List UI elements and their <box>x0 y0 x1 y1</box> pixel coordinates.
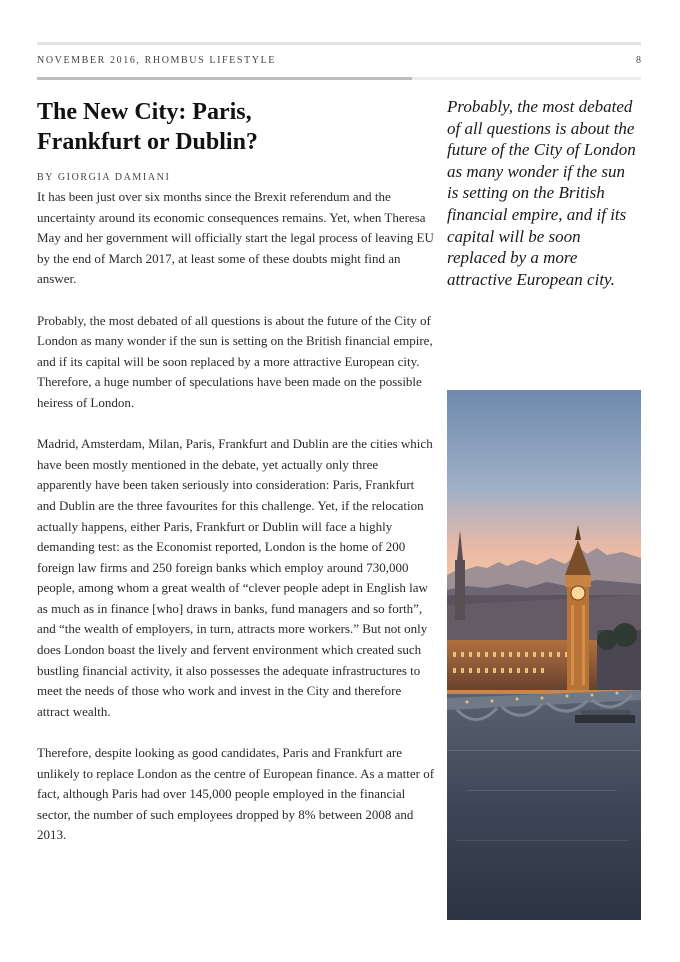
article-title: The New City: Paris, Frankfurt or Dublin? <box>37 99 258 155</box>
page-number: 8 <box>636 55 641 66</box>
header-rule-accent <box>37 77 412 80</box>
header-rule-top <box>37 42 641 45</box>
header-rule-bottom <box>37 77 641 80</box>
london-westminster-photo <box>447 390 641 920</box>
article-byline: BY GIORGIA DAMIANI <box>37 172 171 183</box>
article-body <box>37 187 435 867</box>
publication-line: NOVEMBER 2016, RHOMBUS LIFESTYLE <box>37 55 276 66</box>
body-paragraph: Therefore, despite looking as good candidates, Paris and Frankfurt are unlikely to replace London as the centre of European finance. As a matter of fact, although Paris had over 145,000 people employed in the financial sector, the number of such employees dropped by 8% between 2008 and 2013. <box>37 745 435 843</box>
body-paragraph: Madrid, Amsterdam, Milan, Paris, Frankfurt and Dublin are the cities which have been mostly mentioned in the debate, yet actually only three apparently have been taken seriously into consideration: Paris, Frankfurt and Dublin are the three favourites for this challenge. Yet, if the relocation actually happens, either Paris, Frankfurt or Dublin will face a highly demanding test: as the Economist reported, London is the home of 200 foreign law firms and 250 foreign banks which employ around 730,000 people, among whom a great wealth of “clever people adept in English law as much as in finance [who] draws in banks, fund managers and so forth”, and “the wealth of employers, in turn, attracts more workers.” But not only does London boast the lively and fervent environment which created such bustling financial activity, it also possesses the adequate infrastructures to meet the needs of those who work and invest in the City and therefore attract wealth. <box>37 436 433 719</box>
running-head <box>37 55 641 66</box>
pull-quote: Probably, the most debated of all questions is about the future of the City of London as many wonder if the sun is setting on the British financial empire, and if its capital will be soon replaced by a more attractive European city. <box>447 97 636 289</box>
body-paragraph: It has been just over six months since the Brexit referendum and the uncertainty around its economic consequences remains. Yet, when Theresa May and her government will officially start the legal process of leaving EU by the end of March 2017, at least some of these doubts might find an answer. <box>37 189 434 287</box>
body-paragraph: Probably, the most debated of all questions is about the future of the City of London as many wonder if the sun is setting on the British financial empire, and if its capital will be soon replaced by a more attractive European city. Therefore, a huge number of speculations have been made on the possible heiress of London. <box>37 312 433 410</box>
photo-illustration <box>447 390 641 920</box>
